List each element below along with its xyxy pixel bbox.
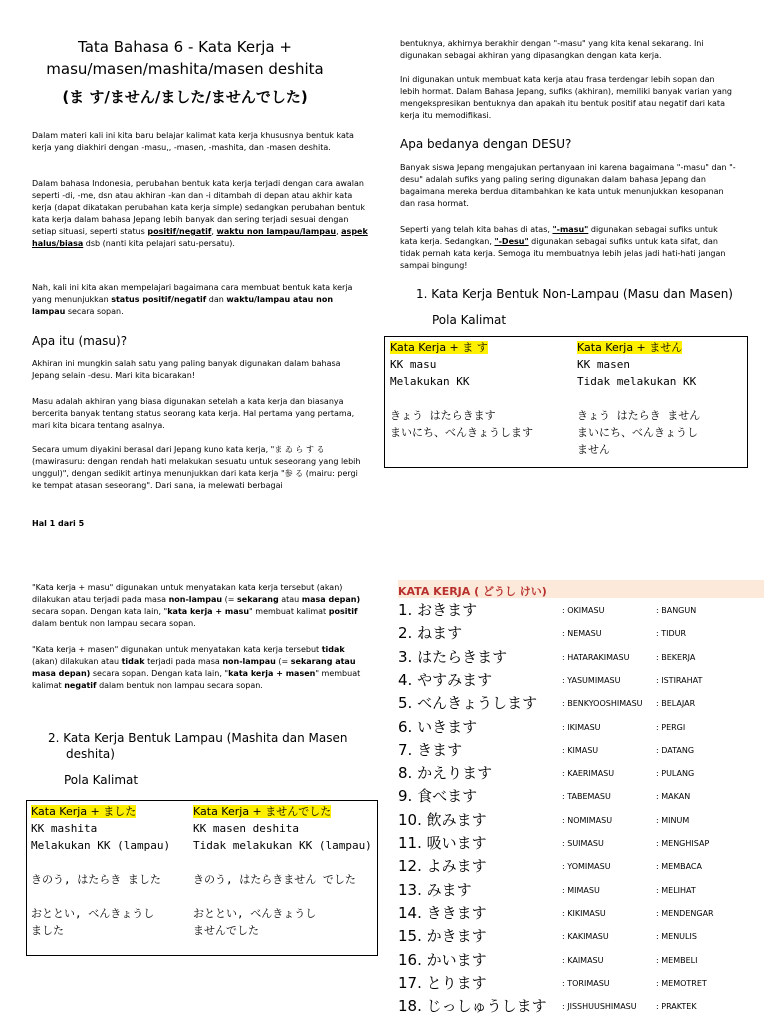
table1-left-header: Kata Kerja + ま す bbox=[390, 341, 488, 354]
vocab-meaning: : MENULIS bbox=[656, 932, 697, 942]
vocab-romaji: : IKIMASU bbox=[562, 722, 601, 732]
vocab-meaning: : DATANG bbox=[656, 745, 695, 755]
table1-right-row: きょう はたらき ません bbox=[577, 409, 701, 422]
vocab-romaji: : SUIMASU bbox=[562, 839, 604, 848]
vocab-row bbox=[398, 855, 758, 878]
table1-right-row: Tidak melakukan KK bbox=[577, 375, 697, 388]
vocab-row bbox=[398, 692, 758, 715]
vocab-japanese: 18. じっしゅうします bbox=[398, 997, 547, 1016]
vocab-japanese: 1. おきます bbox=[398, 601, 478, 619]
table-lampau-left bbox=[31, 803, 191, 939]
vocab-japanese: 9. 食べます bbox=[398, 787, 478, 806]
vocab-romaji: : KAIMASU bbox=[562, 955, 604, 965]
comparison-paragraph: Dalam bahasa Indonesia, perubahan bentuk kata kerja terjadi dengan cara awalan seperti -di, -me, dsn atau akhiran -kan dan -i ditambah di depan atau akhir kata kerja (dapat dikatakan perubahan kata kerja simple) sedangkan perubahan bentuk kata kerja dalam bahasa Jepang lebih banyak dan sering terjadi sesuai dengan setiap situasi, seperti status positif/negatif, waktu non lampau/lampau, aspek halus/biasa dsb (nanti kita pelajari satu-persatu). bbox=[32, 179, 368, 248]
masu-paragraph-2: Masu adalah akhiran yang biasa digunakan setelah a kata kerja dan biasanya bercerita banyak tentang status seorang kata kerja. Hal pertama yang pertama, mari kita bicara tentang asalnya. bbox=[32, 397, 355, 430]
section-1-heading: 1. Kata Kerja Bentuk Non-Lampau (Masu dan Masen) bbox=[416, 287, 733, 301]
desu-paragraph-1: Banyak siswa Jepang mengajukan pertanyaan ini karena bagaimana "-masu" dan "-desu" adalah sufiks yang paling sering digunakan dalam bahasa Jepang dan bagaimana mereka berdua ditambahkan ke kata untuk menunjukkan kesopanan dan rasa hormat. bbox=[400, 163, 736, 208]
masu-paragraph-3: Secara umum diyakini berasal dari Jepang kuno kata kerja, "ま ゐ ら す る (mawirasuru: dengan rendah hati melakukan sesuatu untuk seseorang yang lebih unggul)", dengan sedikit artinya menunjukkan dari kata kerja "参 る (mairu: pergi ke tempat atasan seseorang". Dari sana, ia melewati berbagai bbox=[32, 445, 361, 490]
vocab-meaning: : MEMBACA bbox=[656, 862, 702, 872]
vocab-romaji: : NEMASU bbox=[562, 629, 602, 639]
vocab-meaning: : MENGHISAP bbox=[656, 839, 710, 848]
section-2-heading: 2. Kata Kerja Bentuk Lampau (Mashita dan Masen deshita) bbox=[48, 731, 348, 761]
vocab-japanese: 17. とります bbox=[398, 973, 487, 992]
table2-right-header: Kata Kerja + ませんでした bbox=[193, 805, 332, 818]
vocab-row bbox=[398, 972, 758, 995]
table2-right-row: きのう, はたらきません でした bbox=[193, 873, 356, 886]
vocab-row bbox=[398, 785, 758, 808]
table2-left-row: KK mashita bbox=[31, 822, 98, 835]
title-line-1: Tata Bahasa 6 - Kata Kerja + bbox=[78, 38, 292, 56]
table1-right-row: ません bbox=[577, 443, 610, 456]
vocab-meaning: : PULANG bbox=[656, 769, 695, 779]
vocab-row bbox=[398, 809, 758, 832]
vocab-romaji: : TORIMASU bbox=[562, 978, 610, 988]
table2-right-row: おととい, べんきょうし bbox=[193, 907, 317, 920]
table-lampau-right bbox=[193, 803, 375, 939]
intro-paragraph: Dalam materi kali ini kita baru belajar kalimat kata kerja khususnya bentuk kata kerja yang diakhiri dengan -masu,, -masen, -mashita, dan -masen deshita. bbox=[32, 131, 354, 152]
table2-right-row: Tidak melakukan KK (lampau) bbox=[193, 839, 372, 852]
vocab-row bbox=[398, 925, 758, 948]
table2-left-row: ました bbox=[31, 924, 64, 937]
vocab-romaji: : KAKIMASU bbox=[562, 932, 609, 942]
goal-paragraph: Nah, kali ini kita akan mempelajari bagaimana cara membuat bentuk kata kerja yang menunjukkan status positif/negatif dan waktu/lampau atau non lampau secara sopan. bbox=[32, 283, 353, 316]
vocab-romaji: : JISSHUUSHIMASU bbox=[562, 1002, 637, 1012]
title-line-2: masu/masen/mashita/masen deshita bbox=[46, 60, 324, 78]
table2-left-row: おととい, べんきょうし bbox=[31, 907, 155, 920]
vocab-meaning: : PERGI bbox=[656, 722, 686, 732]
vocab-japanese: 4. やすみます bbox=[398, 670, 493, 689]
vocab-row bbox=[398, 949, 758, 972]
vocab-row bbox=[398, 716, 758, 739]
vocab-header: KATA KERJA ( どうし けい) bbox=[398, 580, 764, 598]
masu-paragraph-1: Akhiran ini mungkin salah satu yang paling banyak digunakan dalam bahasa Jepang selain -desu. Mari kita bicarakan! bbox=[32, 359, 341, 380]
table-non-lampau-left bbox=[390, 339, 570, 441]
masen-usage-paragraph: "Kata kerja + masen" digunakan untuk menyatakan kata kerja tersebut tidak (akan) dilakukan atau tidak terjadi pada masa non-lampau (= sekarang atau masa depan) secara sopan. Dengan kata lain, "kata kerja + masen" membuat kalimat negatif dalam bentuk non lampau secara sopan. bbox=[32, 645, 361, 690]
vocab-meaning: : BEKERJA bbox=[656, 652, 696, 662]
table1-right-header: Kata Kerja + ません bbox=[577, 341, 683, 354]
vocab-meaning: : BANGUN bbox=[656, 606, 697, 615]
table2-right-row: ませんでした bbox=[193, 924, 259, 937]
vocab-japanese: 6. いきます bbox=[398, 717, 478, 736]
vocab-japanese: 14. ききます bbox=[398, 903, 487, 922]
vocab-meaning: : MAKAN bbox=[656, 792, 691, 802]
table-non-lampau-right bbox=[577, 339, 745, 458]
vocab-row bbox=[398, 739, 758, 762]
desu-paragraph-2: Seperti yang telah kita bahas di atas, "-masu" digunakan sebagai sufiks untuk kata kerja. Sedangkan, "-Desu" digunakan sebagai sufiks untuk kata sifat, dan tidak pernah kata kerja. Semoga itu membuatnya lebih jelas jadi hati-hati jangan sampai bingung! bbox=[400, 225, 726, 270]
vocab-meaning: : MELIHAT bbox=[656, 885, 696, 895]
vocab-japanese: 8. かえります bbox=[398, 764, 493, 783]
vocab-meaning: : MINUM bbox=[656, 815, 690, 825]
vocab-japanese: 16. かいます bbox=[398, 950, 487, 969]
vocab-romaji: : HATARAKIMASU bbox=[562, 652, 630, 662]
vocab-meaning: : BELAJAR bbox=[656, 699, 696, 709]
vocab-meaning: : TIDUR bbox=[656, 629, 687, 639]
right-paragraph-1: bentuknya, akhirnya berakhir dengan "-masu" yang kita kenal sekarang. Ini digunakan sebagai akhiran yang dipasangkan dengan kata kerja. bbox=[400, 39, 704, 60]
vocab-romaji: : NOMIMASU bbox=[562, 815, 613, 825]
vocab-japanese: 15. かきます bbox=[398, 927, 487, 946]
heading-masu: Apa itu (masu)? bbox=[32, 334, 128, 348]
vocab-meaning: : ISTIRAHAT bbox=[656, 675, 703, 685]
vocab-romaji: : KIKIMASU bbox=[562, 908, 606, 918]
vocab-row bbox=[398, 832, 758, 855]
vocab-row bbox=[398, 902, 758, 925]
vocab-japanese: 13. みます bbox=[398, 880, 472, 899]
vocab-row bbox=[398, 995, 758, 1018]
vocab-row bbox=[398, 669, 758, 692]
table2-left-header: Kata Kerja + ました bbox=[31, 805, 137, 818]
table-lampau bbox=[26, 800, 378, 956]
table1-left-row: Melakukan KK bbox=[390, 375, 470, 388]
title-line-3: (ま す/ません/ました/ませんでした) bbox=[62, 88, 308, 106]
page-footer: Hal 1 dari 5 bbox=[32, 519, 85, 528]
vocab-romaji: : YOMIMASU bbox=[562, 862, 611, 872]
vocab-row bbox=[398, 622, 758, 645]
vocab-romaji: : YASUMIMASU bbox=[562, 675, 621, 685]
vocab-japanese: 5. べんきょうします bbox=[398, 694, 538, 713]
vocab-romaji: : TABEMASU bbox=[562, 792, 611, 802]
table2-left-row: きのう, はたらき ました bbox=[31, 873, 161, 886]
vocab-meaning: : MEMOTRET bbox=[656, 978, 707, 988]
masu-usage-paragraph: "Kata kerja + masu" digunakan untuk menyatakan kata kerja tersebut (akan) dilakukan atau terjadi pada masa non-lampau (= sekarang atau masa depan) secara sopan. Dengan kata lain, "kata kerja + masu" membuat kalimat positif dalam bentuk non lampau secara sopan. bbox=[32, 583, 361, 628]
vocab-row bbox=[398, 599, 758, 622]
vocab-romaji: : OKIMASU bbox=[562, 606, 605, 615]
vocab-meaning: : MENDENGAR bbox=[656, 908, 714, 918]
vocab-row bbox=[398, 762, 758, 785]
vocab-japanese: 7. きます bbox=[398, 740, 463, 759]
table1-left-row: きょう はたらきます bbox=[390, 409, 496, 422]
vocab-row bbox=[398, 879, 758, 902]
vocab-meaning: : MEMBELI bbox=[656, 955, 698, 965]
heading-desu: Apa bedanya dengan DESU? bbox=[400, 137, 572, 151]
vocab-romaji: : MIMASU bbox=[562, 885, 600, 895]
vocab-romaji: : BENKYOOSHIMASU bbox=[562, 699, 643, 709]
table1-left-row: まいにち、べんきょうします bbox=[390, 426, 533, 439]
table-non-lampau bbox=[384, 336, 748, 468]
vocab-japanese: 3. はたらきます bbox=[398, 647, 508, 666]
vocab-row bbox=[398, 646, 758, 669]
pola-kalimat-1: Pola Kalimat bbox=[432, 313, 507, 327]
right-paragraph-2: Ini digunakan untuk membuat kata kerja atau frasa terdengar lebih sopan dan lebih hormat. Dalam Bahasa Jepang, sufiks (akhiran), memiliki banyak varian yang mengekspresikan bentuknya dan apakah itu bentuk positif atau negatif dari kata kerja itu memodifikasi. bbox=[400, 75, 733, 120]
vocab-japanese: 2. ねます bbox=[398, 624, 463, 643]
table1-right-row: KK masen bbox=[577, 358, 630, 371]
table1-left-row: KK masu bbox=[390, 358, 437, 371]
vocab-romaji: : KAERIMASU bbox=[562, 769, 615, 779]
page-title bbox=[20, 36, 350, 108]
vocab-meaning: : PRAKTEK bbox=[656, 1002, 697, 1012]
vocab-japanese: 12. よみます bbox=[398, 857, 487, 876]
vocab-japanese: 10. 飲みます bbox=[398, 810, 487, 829]
vocab-romaji: : KIMASU bbox=[562, 745, 599, 755]
table2-right-row: KK masen deshita bbox=[193, 822, 299, 835]
table1-right-row: まいにち、べんきょうし bbox=[577, 426, 698, 439]
pola-kalimat-2: Pola Kalimat bbox=[64, 773, 139, 787]
vocab-japanese: 11. 吸います bbox=[398, 834, 487, 852]
table2-left-row: Melakukan KK (lampau) bbox=[31, 839, 171, 852]
